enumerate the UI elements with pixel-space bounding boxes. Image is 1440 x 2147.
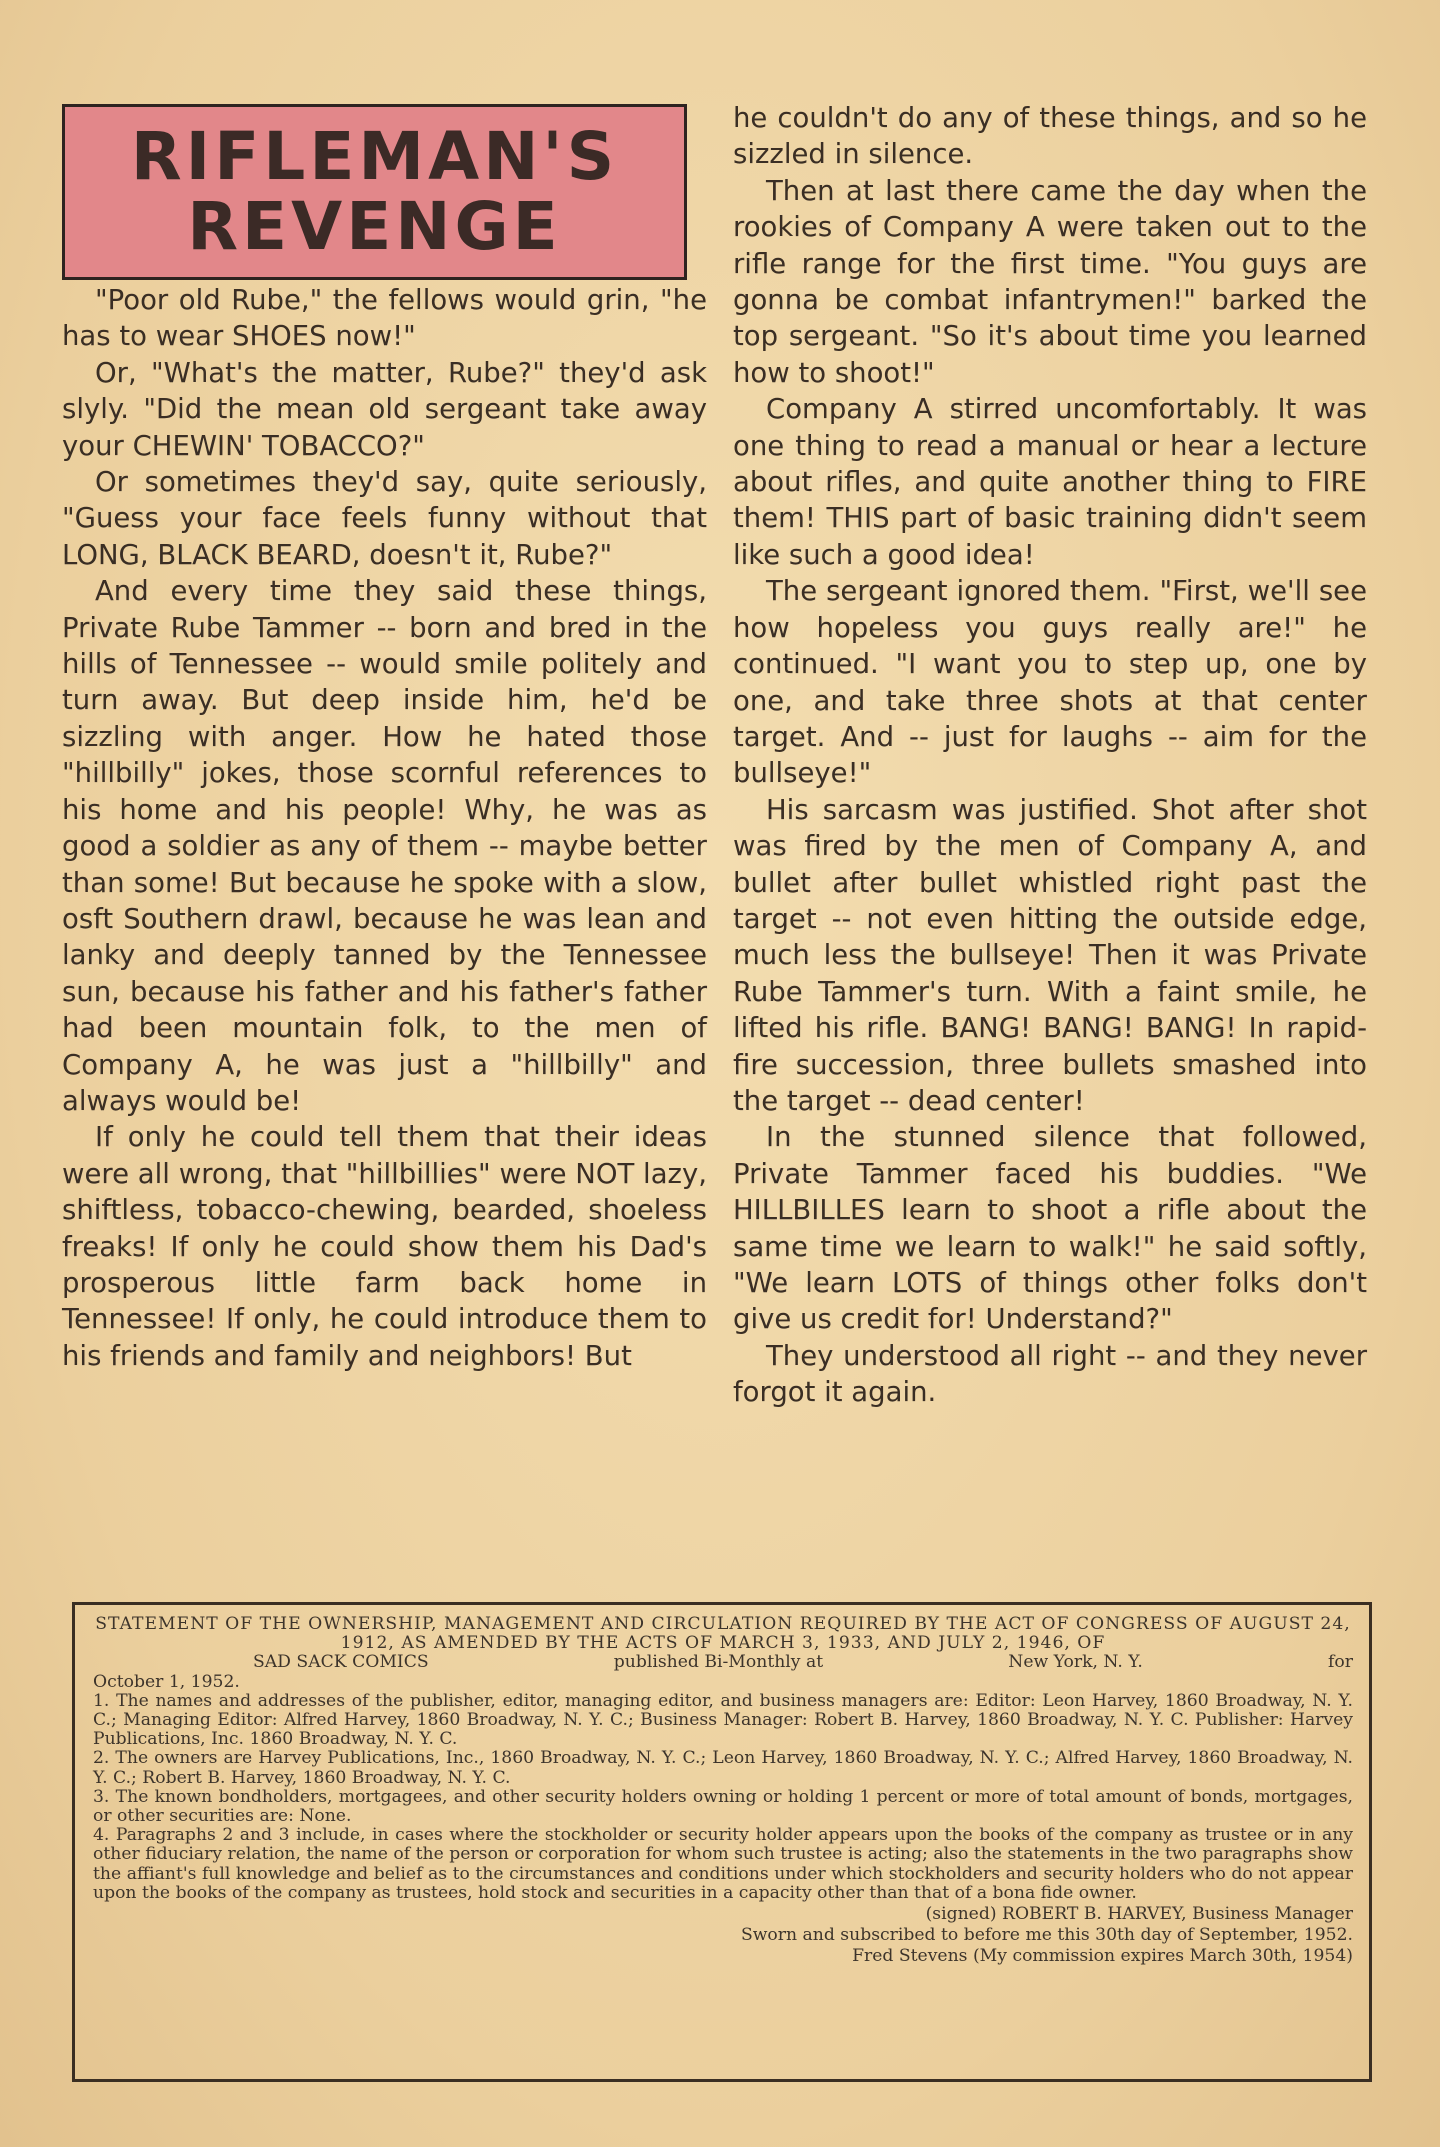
statement-paragraph-1: 1. The names and addresses of the publisher, editor, managing editor, and business managers are: Editor: Leon Harvey, 1860 Broadway, N. Y. C.; Managing Editor: Alfred Harvey, 1860 Broadway, N. Y. C.; Business Manager: Robert B. Harvey, 1860 Broadway, N. Y. C. Publisher: Harvey Publications, Inc. 1860 Broadway, N. Y. C. bbox=[93, 1690, 1353, 1750]
story-paragraph: Or, "What's the matter, Rube?" they'd ask slyly. "Did the mean old sergeant take away your CHEWIN' TOBACCO?" bbox=[62, 356, 707, 462]
statement-sworn: Sworn and subscribed to before me this 30th day of September, 1952. bbox=[740, 1925, 1353, 1946]
statement-place: New York, N. Y. bbox=[1008, 1652, 1143, 1673]
right-text-column bbox=[733, 100, 1367, 1411]
statement-signed: (signed) ROBERT B. HARVEY, Business Manager bbox=[925, 1904, 1353, 1925]
statement-heading: STATEMENT OF THE OWNERSHIP, MANAGEMENT AND CIRCULATION REQUIRED BY THE ACT OF CONGRESS OF AUGUST 24, 1912, AS AMENDED BY THE ACTS OF MARCH 3, 1933, AND JULY 2, 1946, OF bbox=[95, 1614, 1351, 1654]
story-paragraph: His sarcasm was justified. Shot after shot was fired by the men of Company A, and bullet after bullet whistled right past the target -- not even hitting the outside edge, much less the bullseye! Then it was Private Rube Tammer's turn. With a faint smile, he lifted his rifle. BANG! BANG! BANG! In rapid-fire succession, three bullets smashed into the target -- dead center! bbox=[733, 793, 1367, 1117]
story-paragraph: If only he could tell them that their ideas were all wrong, that "hillbillies" were NOT lazy, shiftless, tobacco-chewing, bearded, shoeless freaks! If only he could show them his Dad's prosperous little farm back home in Tennessee! If only, he could introduce them to his friends and family and neighbors! But bbox=[62, 1121, 707, 1372]
left-text-column bbox=[62, 282, 707, 1374]
story-paragraph: The sergeant ignored them. "First, we'll see how hopeless you guys really are!" he continued. "I want you to step up, one by one, and take three shots at that center target. And -- just for laughs -- aim for the bullseye!" bbox=[733, 575, 1367, 790]
story-title-box bbox=[62, 104, 687, 280]
story-paragraph: They understood all right -- and they never forgot it again. bbox=[733, 1339, 1367, 1409]
story-title-line-1: RIFLEMAN'S bbox=[130, 118, 619, 195]
statement-date: October 1, 1952. bbox=[93, 1671, 240, 1692]
story-paragraph: Then at last there came the day when the rookies of Company A were taken out to the rifle range for the first time. "You guys are gonna be combat infantrymen!" barked the top sergeant. "So it's about time you learned how to shoot!" bbox=[733, 174, 1367, 389]
story-paragraph: And every time they said these things, Private Rube Tammer -- born and bred in the hills of Tennessee -- would smile politely and turn away. But deep inside him, he'd be sizzling with anger. How he hated those "hillbilly" jokes, those scornful references to his home and his people! Why, he was as good a soldier as any of them -- maybe better than some! But because he spoke with a slow, osft Southern drawl, because he was lean and lanky and deeply tanned by the Tennessee sun, because his father and his father's father had been mountain folk, to the men of Company A, he was just a "hillbilly" and always would be! bbox=[62, 575, 707, 1117]
statement-for: for bbox=[1328, 1652, 1353, 1673]
statement-publication-row bbox=[93, 1653, 1353, 1672]
story-paragraph: In the stunned silence that followed, Private Tammer faced his buddies. "We HILLBILLES learn to shoot a rifle about the same time we learn to walk!" he said softly, "We learn LOTS of things other folks don't give us credit for! Understand?" bbox=[733, 1121, 1367, 1336]
statement-notary: Fred Stevens (My commission expires March 30th, 1954) bbox=[852, 1946, 1353, 1967]
ownership-statement-box bbox=[72, 1602, 1372, 2082]
statement-published: published Bi-Monthly at bbox=[613, 1652, 824, 1673]
story-title-line-2: REVENGE bbox=[187, 188, 562, 265]
story-paragraph: Or sometimes they'd say, quite seriously, "Guess your face feels funny without that LONG, BLACK BEARD, doesn't it, Rube?" bbox=[62, 466, 707, 571]
statement-publication: SAD SACK COMICS bbox=[253, 1652, 429, 1673]
statement-paragraph-2: 2. The owners are Harvey Publications, Inc., 1860 Broadway, N. Y. C.; Leon Harvey, 1860 Broadway, N. Y. C.; Alfred Harvey, 1860 Broadway, N. Y. C.; Robert B. Harvey, 1860 Broadway, N. Y. C. bbox=[93, 1748, 1353, 1788]
story-paragraph: "Poor old Rube," the fellows would grin, "he has to wear SHOES now!" bbox=[62, 284, 707, 353]
statement-paragraph-4: 4. Paragraphs 2 and 3 include, in cases where the stockholder or security holder appears upon the books of the company as trustee or in any other fiduciary relation, the name of the person or corporation for whom such trustee is acting; also the statements in the two paragraphs show the affiant's full knowledge and belief as to the circumstances and conditions under which stockholders and security holders who do not appear upon the books of the company as trustees, hold stock and securities in a capacity other than that of a bona fide owner. bbox=[93, 1825, 1353, 1903]
story-paragraph: he couldn't do any of these things, and so he sizzled in silence. bbox=[733, 102, 1367, 171]
statement-paragraph-3: 3. The known bondholders, mortgagees, and other security holders owning or holding 1 percent or more of total amount of bonds, mortgages, or other securities are: None. bbox=[93, 1786, 1353, 1827]
story-paragraph: Company A stirred uncomfortably. It was one thing to read a manual or hear a lecture about rifles, and quite another thing to FIRE them! THIS part of basic training didn't seem like such a good idea! bbox=[733, 393, 1367, 571]
